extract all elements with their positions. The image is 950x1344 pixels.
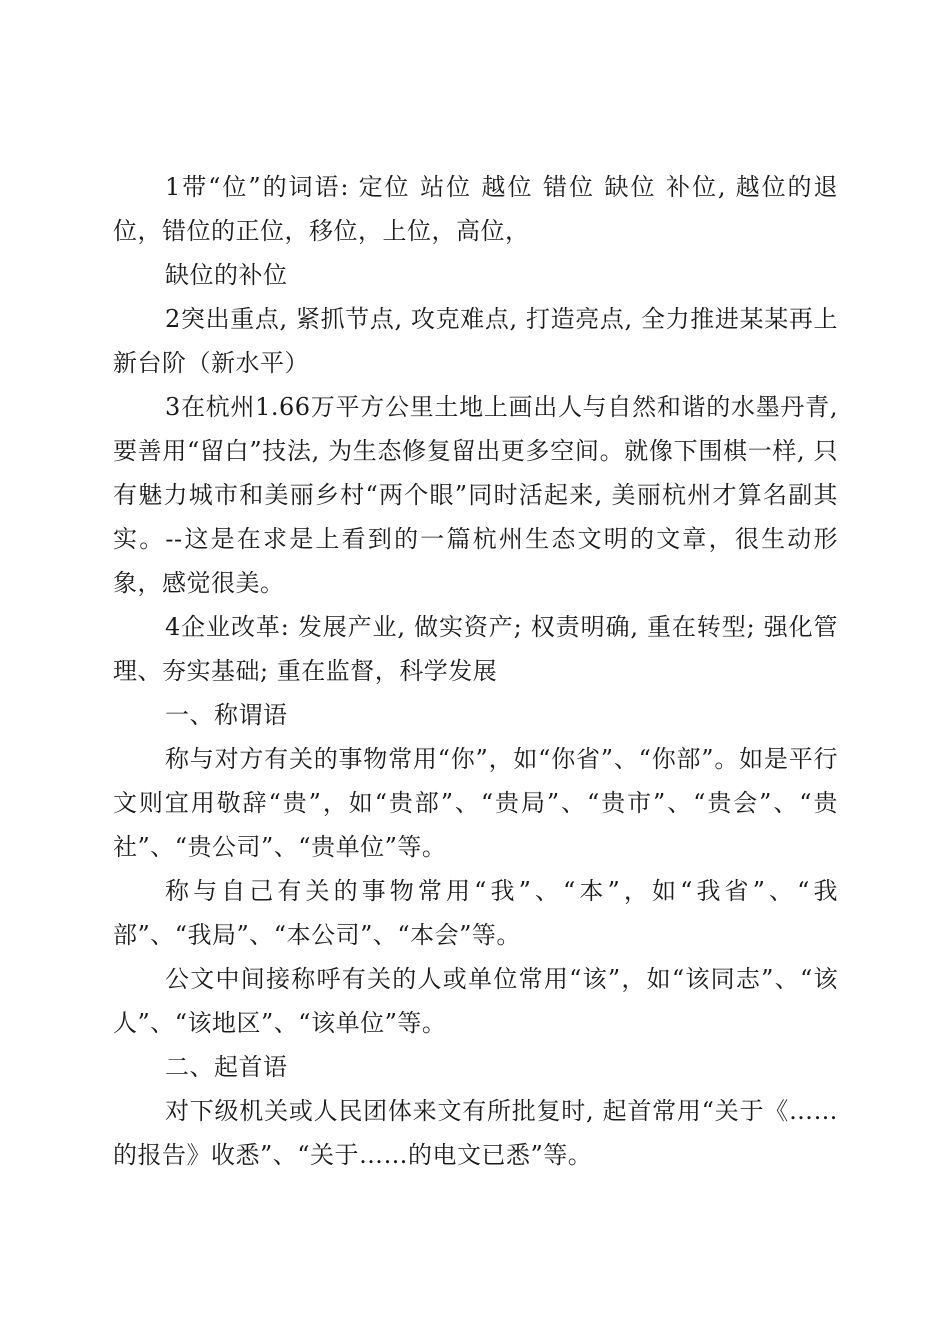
section-heading-forms-of-address: 一、称谓语 — [165, 701, 288, 729]
paragraph-9-indirect-address: 公文中间接称呼有关的人或单位常用“该”，如“该同志”、“该人”、“该地区”、“该单位”等。 — [113, 965, 838, 1037]
section-heading-opening-phrases: 二、起首语 — [165, 1053, 288, 1081]
paragraph-4-hangzhou-ecology: 3在杭州1.66万平方公里土地上画出人与自然和谐的水墨丹青, 要善用“留白”技法, 为生态修复留出更多空间。就像下围棋一样, 只有魅力城市和美丽乡村“两个眼”同时活起来, 美丽杭州才算名副其实。--这是在求是上看到的一篇杭州生态文明的文章，很生动形象，感觉很美。 — [113, 393, 838, 597]
document-body — [113, 165, 838, 1177]
paragraph-2-vacancy-filling: 缺位的补位 — [165, 261, 288, 289]
paragraph-8-addressing-self: 称与自己有关的事物常用“我”、“本”，如“我省”、“我部”、“我局”、“本公司”、“本会”等。 — [113, 877, 838, 949]
paragraph-3-key-points: 2突出重点, 紧抓节点, 攻克难点, 打造亮点, 全力推进某某再上新台阶（新水平） — [113, 305, 838, 377]
paragraph-1-position-words: 1带“位”的词语: 定位 站位 越位 错位 缺位 补位, 越位的退位，错位的正位，移位，上位，高位， — [113, 173, 838, 245]
paragraph-7-addressing-other-party: 称与对方有关的事物常用“你”，如“你省”、“你部”。如是平行文则宜用敬辞“贵”，如“贵部”、“贵局”、“贵市”、“贵会”、“贵社”、“贵公司”、“贵单位”等。 — [113, 745, 838, 861]
paragraph-5-enterprise-reform: 4企业改革: 发展产业, 做实资产; 权责明确, 重在转型; 强化管理、夯实基础; 重在监督，科学发展 — [113, 613, 838, 685]
paragraph-11-reply-opening: 对下级机关或人民团体来文有所批复时, 起首常用“关于《……的报告》收悉”、“关于……的电文已悉”等。 — [113, 1097, 838, 1169]
